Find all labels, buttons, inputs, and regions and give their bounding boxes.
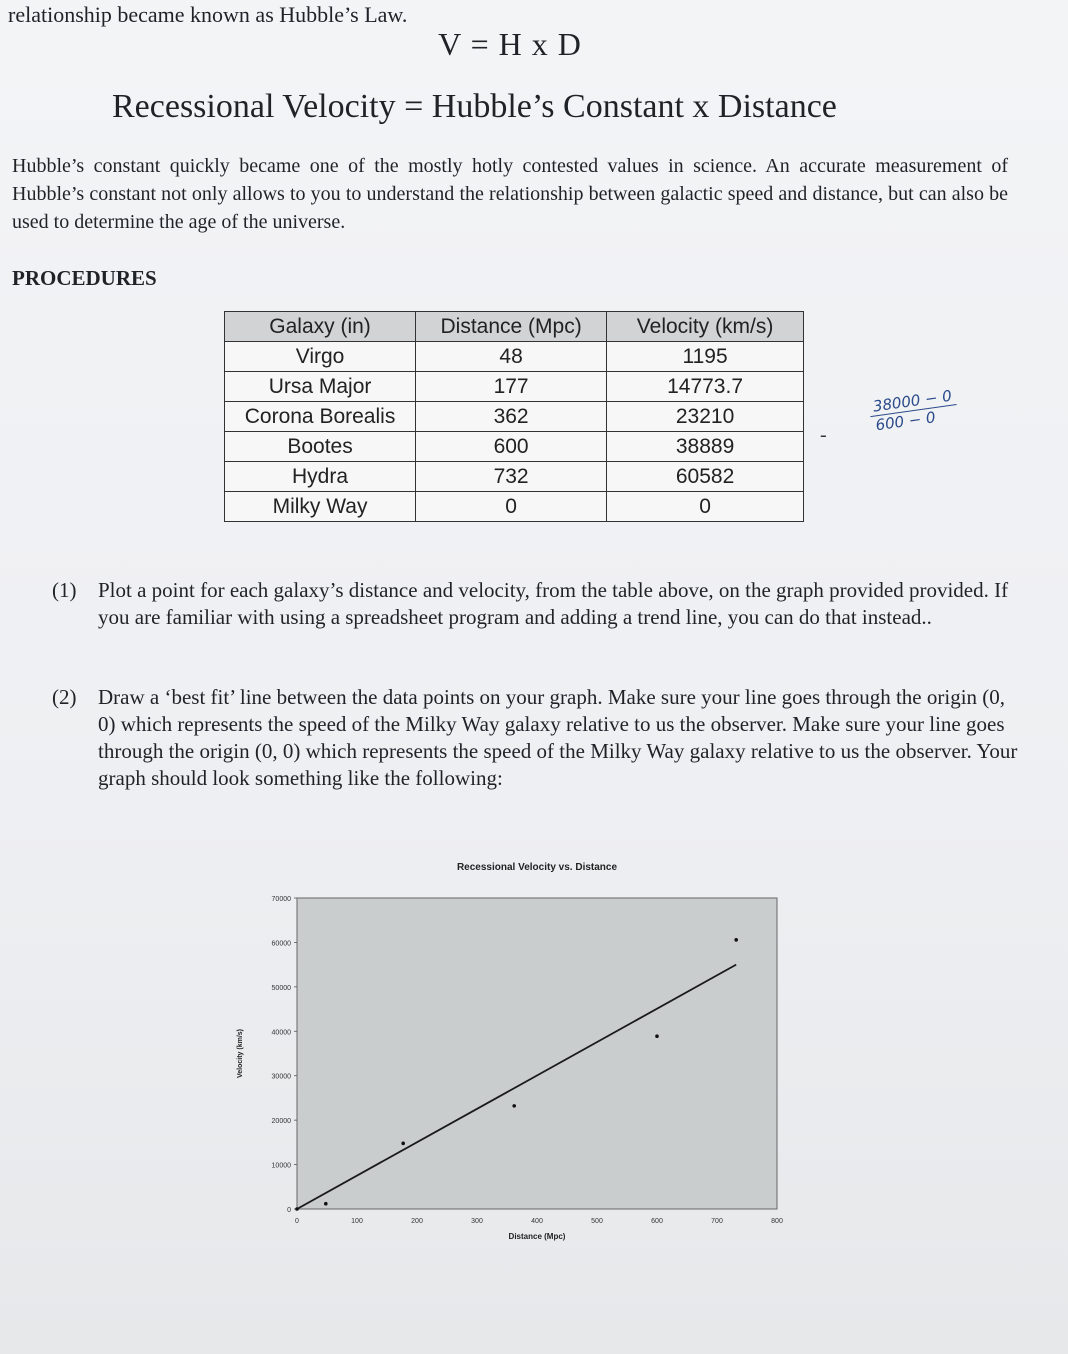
galaxy-data-table	[224, 311, 804, 522]
step-number: (1)	[52, 578, 77, 602]
y-tick-label: 70000	[271, 896, 291, 903]
procedures-heading: PROCEDURES	[12, 266, 157, 290]
y-tick-label: 0	[287, 1207, 291, 1214]
data-point	[324, 1202, 328, 1206]
x-axis-label: Distance (Mpc)	[508, 1232, 566, 1241]
y-tick-label: 40000	[271, 1029, 291, 1037]
step-2	[52, 684, 1024, 792]
table-row	[225, 372, 804, 402]
galaxy-distance: 48	[416, 342, 607, 372]
table-header-row	[225, 312, 804, 342]
data-point	[295, 1207, 299, 1211]
handwritten-dash: -	[820, 424, 827, 446]
galaxy-velocity: 0	[607, 492, 804, 522]
header-velocity: Velocity (km/s)	[607, 312, 804, 342]
galaxy-name: Bootes	[225, 432, 416, 462]
galaxy-velocity: 23210	[607, 402, 804, 432]
y-tick-label: 20000	[271, 1118, 291, 1126]
data-point	[655, 1034, 659, 1038]
header-galaxy: Galaxy (in)	[225, 312, 416, 342]
galaxy-name: Milky Way	[225, 492, 416, 522]
hubble-constant-paragraph: Hubble’s constant quickly became one of the mostly hotly contested values in science. An accurate measurement of Hubble’s constant not only allows to you to understand the relationship between galactic speed and distance, but can also be used to determine the age of the universe.	[12, 155, 1008, 233]
galaxy-name: Virgo	[225, 342, 416, 372]
galaxy-distance: 0	[416, 492, 607, 522]
header-distance: Distance (Mpc)	[416, 312, 607, 342]
galaxy-distance: 177	[416, 372, 607, 402]
x-tick-label: 800	[771, 1218, 783, 1225]
step-text: Plot a point for each galaxy’s distance and velocity, from the table above, on the graph provided provided. If you are familiar with using a spreadsheet program and adding a trend line, you can do that instead..	[98, 578, 1009, 629]
intro-line: relationship became known as Hubble’s Law.	[8, 2, 408, 27]
galaxy-name: Corona Borealis	[225, 402, 416, 432]
hubble-law-equation-words: Recessional Velocity = Hubble’s Constant x Distance	[112, 88, 837, 125]
galaxy-velocity: 38889	[607, 432, 804, 462]
plot-area	[297, 898, 777, 1209]
data-point	[401, 1142, 405, 1146]
x-tick-label: 100	[351, 1218, 363, 1225]
galaxy-name: Hydra	[225, 462, 416, 492]
x-tick-label: 700	[711, 1218, 723, 1225]
galaxy-distance: 732	[416, 462, 607, 492]
table-row	[225, 492, 804, 522]
x-tick-label: 500	[591, 1218, 603, 1225]
table-row	[225, 402, 804, 432]
table-row	[225, 342, 804, 372]
table-row	[225, 432, 804, 462]
table-row	[225, 462, 804, 492]
y-tick-label: 60000	[271, 940, 291, 948]
x-tick-label: 0	[295, 1218, 299, 1225]
velocity-distance-chart	[210, 850, 810, 1260]
y-tick-label: 30000	[271, 1073, 291, 1081]
data-point	[734, 938, 738, 942]
hubble-law-equation: V = H x D	[438, 26, 582, 62]
galaxy-distance: 600	[416, 432, 607, 462]
step-1	[52, 577, 1024, 631]
galaxy-velocity: 60582	[607, 462, 804, 492]
x-tick-label: 600	[651, 1218, 663, 1225]
x-tick-label: 300	[471, 1218, 483, 1225]
galaxy-distance: 362	[416, 402, 607, 432]
handwritten-denominator: 600 − 0	[874, 408, 937, 435]
chart-title: Recessional Velocity vs. Distance	[456, 862, 618, 873]
galaxy-name: Ursa Major	[225, 372, 416, 402]
handwritten-numerator: 38000 − 0	[868, 386, 957, 417]
step-number: (2)	[52, 685, 77, 709]
y-axis-label: Velocity (km/s)	[237, 1028, 244, 1079]
x-tick-label: 200	[411, 1218, 423, 1225]
galaxy-velocity: 1195	[607, 342, 804, 372]
y-tick-label: 10000	[271, 1162, 291, 1170]
data-point	[512, 1104, 516, 1108]
step-text: Draw a ‘best fit’ line between the data points on your graph. Make sure your line goes through the origin (0, 0) which represents the speed of the Milky Way galaxy relative to us the observer. Make sure your line goes through the origin (0, 0) which represents the speed of the Milky Way galaxy relative to us the observer. Your graph should look something like the following:	[98, 685, 1018, 790]
galaxy-velocity: 14773.7	[607, 372, 804, 402]
y-tick-label: 50000	[271, 984, 291, 992]
x-tick-label: 400	[531, 1218, 543, 1225]
handwritten-slope-note	[868, 386, 960, 435]
